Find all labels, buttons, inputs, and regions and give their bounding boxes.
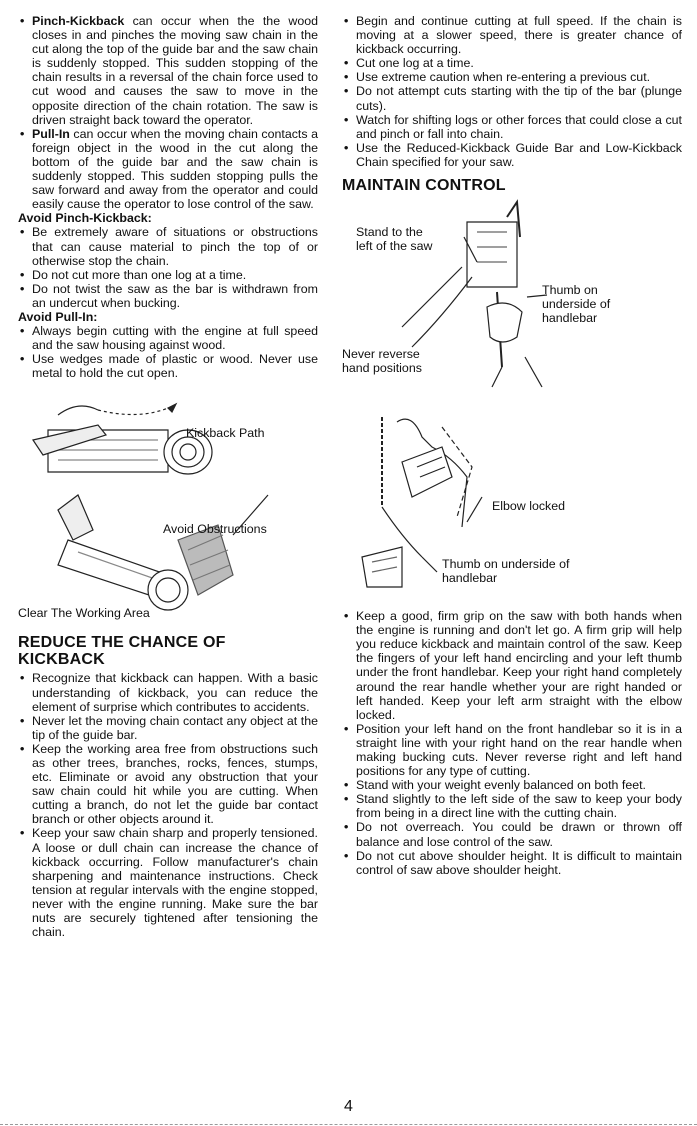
reduce-kickback-list <box>18 671 318 939</box>
avoid-pinch-list <box>18 225 318 310</box>
page-number: 4 <box>344 1098 353 1115</box>
list-item: • Keep your saw chain sharp and properly tensioned. A loose or dull chain can increase the chance of kickback occurring. Follow manufacturer's chain sharpening and maintenance instructions. Check tension at regular intervals with the engine stopped, never with the engine running. Make sure the bar nuts are securely tightened after tensioning the chain. <box>18 826 318 939</box>
page-divider <box>0 1124 697 1125</box>
list-item: • Always begin cutting with the engine at full speed and the saw housing against wood. <box>18 324 318 352</box>
list-item: • Begin and continue cutting at full speed. If the chain is moving at a slower speed, there is greater chance of kickback occurring. <box>342 14 682 56</box>
list-item: • Never let the moving chain contact any object at the tip of the guide bar. <box>18 714 318 742</box>
list-item: • Keep the working area free from obstructions such as other trees, branches, rocks, fences, stumps, etc. Eliminate or avoid any obstruction that your saw chain could hit while you are cutting. When cutting a branch, do not let the guide bar contact branch or other objects around it. <box>18 742 318 827</box>
reduce-kickback-heading <box>18 634 318 668</box>
never-reverse-label: Never reverse hand positions <box>342 347 422 376</box>
avoid-pullin-heading: Avoid Pull-In: <box>18 309 98 324</box>
stand-left-label: Stand to the left of the saw <box>356 225 433 254</box>
pinch-kickback-term: Pinch-Kickback <box>32 14 125 28</box>
kickback-types-list <box>18 14 318 211</box>
cutting-tips-list <box>342 14 682 169</box>
list-item: • Do not attempt cuts starting with the tip of the bar (plunge cuts). <box>342 84 682 112</box>
list-item: • Cut one log at a time. <box>342 56 682 70</box>
right-column <box>342 14 682 877</box>
avoid-pullin-list <box>18 324 318 380</box>
reduce-heading-line2: KICKBACK <box>18 651 105 669</box>
pinch-kickback-text: can occur when the the wood closes in and pinches the moving saw chain in the cut along the top of the guide bar and the saw chain is suddenly stopped. This sudden stopping of the chain results in a reversal of the chain force used to cut wood and causes the saw to move in the opposite direction of the chain rotation. The saw is driven straight back toward the operator. <box>32 14 318 127</box>
thumb-underside-label-2: Thumb on underside of handlebar <box>442 557 570 586</box>
reduce-heading-line1: REDUCE THE CHANCE OF <box>18 634 226 652</box>
pull-in-term: Pull-In <box>32 126 70 141</box>
list-item: • Keep a good, firm grip on the saw with both hands when the engine is running and don't let go. A firm grip will help you reduce kickback and maintain control of the saw. Keep the fingers of your left hand encircling and your left thumb under the front handlebar. Keep your right hand completely around the rear handle whether your are right handed or left handed. Keep your left arm straight with the elbow locked. <box>342 609 682 722</box>
kickback-path-label: Kickback Path <box>186 426 265 441</box>
kickback-drawing <box>18 400 318 622</box>
list-item: • Recognize that kickback can happen. With a basic understanding of kickback, you can reduce the element of surprise which contributes to accidents. <box>18 671 318 713</box>
list-item: • Do not cut above shoulder height. It is difficult to maintain control of saw above shoulder height. <box>342 849 682 877</box>
list-item: • Be extremely aware of situations or obstructions that can cause material to pinch the top of or otherwise stop the chain. <box>18 225 318 267</box>
list-item: • Use the Reduced-Kickback Guide Bar and Low-Kickback Chain specified for your saw. <box>342 141 682 169</box>
stance-illustration <box>342 197 682 397</box>
kickback-illustration <box>18 400 318 622</box>
control-list <box>342 609 682 877</box>
list-item: • Do not overreach. You could be drawn or thrown off balance and lose control of the saw. <box>342 820 682 848</box>
avoid-obstructions-label: Avoid Obstructions <box>163 522 267 537</box>
left-column <box>18 14 318 939</box>
list-item: • Do not cut more than one log at a time. <box>18 268 318 282</box>
list-item: • Position your left hand on the front handlebar so it is in a straight line with your right hand on the rear handle when making bucking cuts. Never reverse right and left hand positions for any type of cutting. <box>342 722 682 778</box>
list-item: • Stand slightly to the left side of the saw to keep your body from being in a direct line with the cutting chain. <box>342 792 682 820</box>
pull-in-item <box>18 127 318 212</box>
list-item: • Stand with your weight evenly balanced on both feet. <box>342 778 682 792</box>
pinch-kickback-item <box>18 14 318 127</box>
avoid-pinch-heading: Avoid Pinch-Kickback: <box>18 211 152 226</box>
elbow-locked-label: Elbow locked <box>492 499 566 514</box>
thumb-underside-label: Thumb on underside of handlebar <box>542 283 611 326</box>
grip-illustration <box>342 407 682 603</box>
list-item: • Use extreme caution when re-entering a previous cut. <box>342 70 682 84</box>
clear-area-label: Clear The Working Area <box>18 606 150 621</box>
list-item: • Use wedges made of plastic or wood. Never use metal to hold the cut open. <box>18 352 318 380</box>
maintain-control-heading: MAINTAIN CONTROL <box>342 177 506 195</box>
list-item: • Do not twist the saw as the bar is withdrawn from an undercut when bucking. <box>18 282 318 310</box>
list-item: • Watch for shifting logs or other forces that could close a cut and pinch or fall into chain. <box>342 113 682 141</box>
pull-in-text: can occur when the moving chain contacts a foreign object in the wood in the cut along the bottom of the guide bar and the saw chain is suddenly stopped. This sudden stopping pulls the saw forward and away from the operator and could easily cause the operator to lose control of the saw. <box>32 126 318 212</box>
